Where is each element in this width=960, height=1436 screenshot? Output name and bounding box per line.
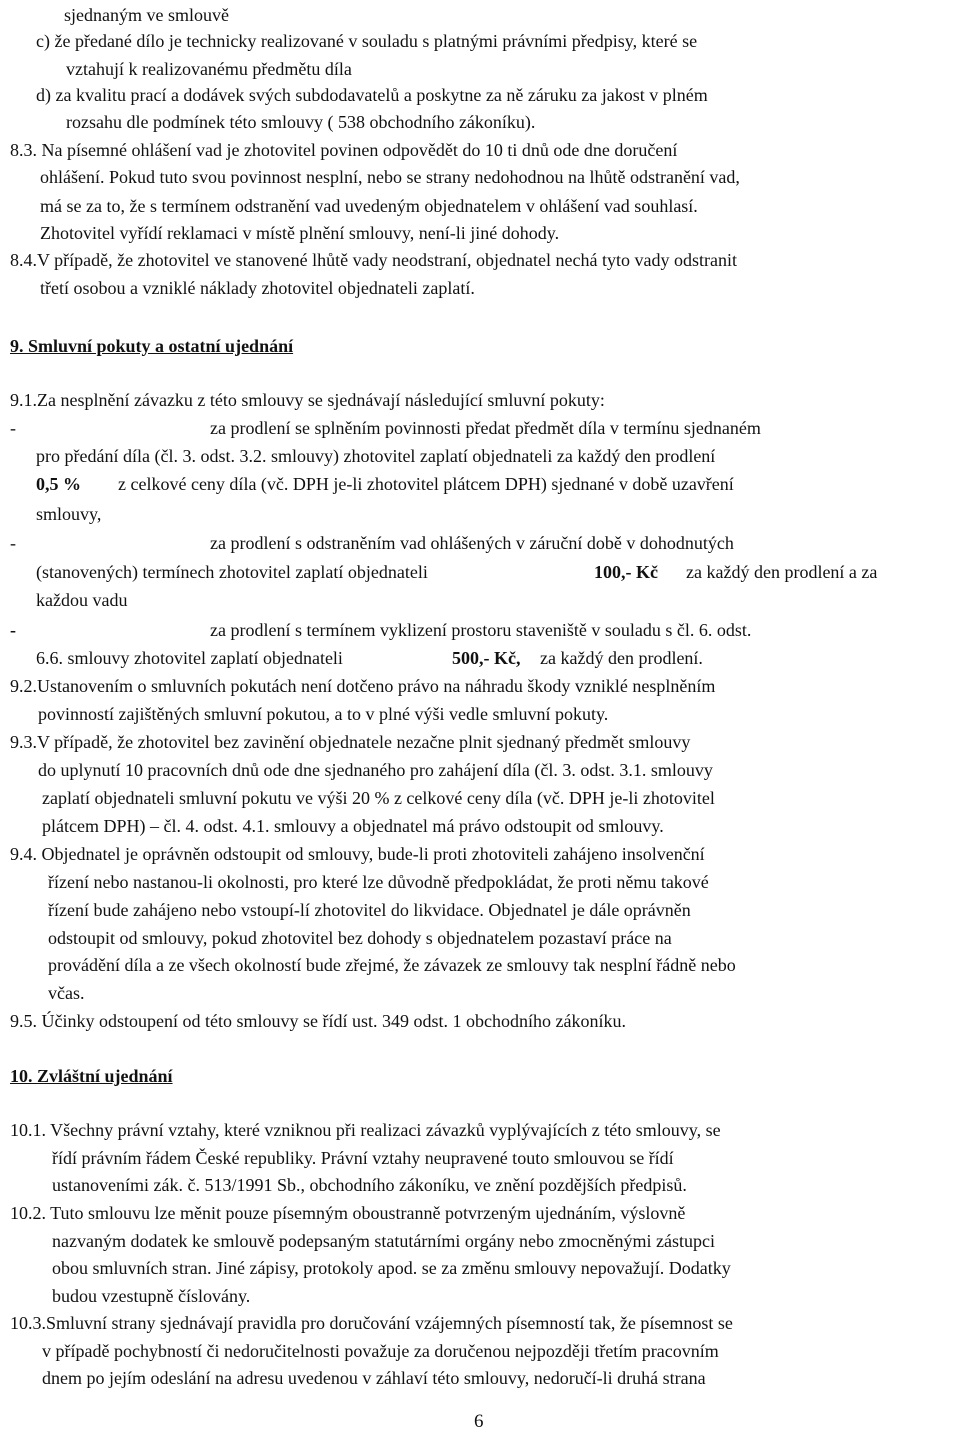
text-line: ustanoveními zák. č. 513/1991 Sb., obchodního zákoníku, ve znění pozdějších předpisů. <box>52 1175 687 1195</box>
text-line: ohlášení. Pokud tuto svou povinnost nesplní, nebo se strany nedohodnou na lhůtě odstranění vad, <box>40 167 740 187</box>
text-line: vztahují k realizovanému předmětu díla <box>66 59 352 79</box>
text-line: dnem po jejím odeslání na adresu uvedenou v záhlaví této smlouvy, nedoručí-li druhá strana <box>42 1368 706 1388</box>
text-line: za každý den prodlení a za <box>686 562 878 582</box>
penalty-amount-500: 500,- Kč, <box>452 648 521 668</box>
text-line: povinností zajištěných smluvní pokutou, a to v plné výši vedle smluvní pokuty. <box>38 704 609 724</box>
text-line: smlouvy, <box>36 504 102 524</box>
text-line: za prodlení se splněním povinnosti předat předmět díla v termínu sjednaném <box>210 418 761 438</box>
text-line: rozsahu dle podmínek této smlouvy ( 538 obchodního zákoníku). <box>66 112 536 132</box>
text-line: plátcem DPH) – čl. 4. odst. 4.1. smlouvy a objednatel má právo odstoupit od smlouvy. <box>42 816 664 836</box>
clause-9-1: 9.1.Za nesplnění závazku z této smlouvy se sjednávají následující smluvní pokuty: <box>10 390 605 410</box>
penalty-rate: 0,5 % <box>36 474 81 494</box>
text-line: za prodlení s termínem vyklizení prostoru staveniště v souladu s čl. 6. odst. <box>210 620 752 640</box>
list-item-c: c) že předané dílo je technicky realizované v souladu s platnými právními předpisy, které se <box>36 31 698 51</box>
section-heading-10: 10. Zvláštní ujednání <box>10 1066 173 1086</box>
clause-9-4: 9.4. Objednatel je oprávněn odstoupit od smlouvy, bude-li proti zhotoviteli zahájeno insolvenční <box>10 844 705 864</box>
clause-10-1: 10.1. Všechny právní vztahy, které vzniknou při realizaci závazků vyplývajících z této smlouvy, se <box>10 1120 721 1140</box>
page-number: 6 <box>474 1411 484 1432</box>
text-line: (stanovených) termínech zhotovitel zaplatí objednateli <box>36 562 428 582</box>
penalty-amount-100: 100,- Kč <box>594 562 658 582</box>
text-line: každou vadu <box>36 590 128 610</box>
text-line: třetí osobou a vzniklé náklady zhotovitel objednateli zaplatí. <box>40 278 475 298</box>
text-line: do uplynutí 10 pracovních dnů ode dne sjednaného pro zahájení díla (čl. 3. odst. 3.1. smlouvy <box>38 760 713 780</box>
clause-9-2: 9.2.Ustanovením o smluvních pokutách není dotčeno právo na náhradu škody vzniklé nesplněním <box>10 676 716 696</box>
text-line: odstoupit od smlouvy, pokud zhotovitel bez dohody s objednatelem pozastaví práce na <box>48 928 672 948</box>
text-line: za prodlení s odstraněním vad ohlášených v záruční době v dohodnutých <box>210 533 734 553</box>
clause-8-3: 8.3. Na písemné ohlášení vad je zhotovitel povinen odpovědět do 10 ti dnů ode dne doručení <box>10 140 678 160</box>
text-line: v případě pochybností či nedoručitelnosti považuje za doručenou nejpozději třetím pracovním <box>42 1341 719 1361</box>
text-line: včas. <box>48 983 85 1003</box>
clause-9-3: 9.3.V případě, že zhotovitel bez zavinění objednatele nezačne plnit sjednaný předmět smlouvy <box>10 732 691 752</box>
text-line: řízení nebo nastanou-li okolnosti, pro které lze důvodně předpokládat, že proti němu takové <box>48 872 709 892</box>
clause-10-3: 10.3.Smluvní strany sjednávají pravidla pro doručování vzájemných písemností tak, že písemnost se <box>10 1313 733 1333</box>
text-line: Zhotovitel vyřídí reklamaci v místě plnění smlouvy, není-li jiné dohody. <box>40 223 560 243</box>
text-line: má se za to, že s termínem odstranění vad uvedeným objednatelem v ohlášení vad souhlasí. <box>40 196 698 216</box>
clause-8-4: 8.4.V případě, že zhotovitel ve stanovené lhůtě vady neodstraní, objednatel nechá tyto vady odstranit <box>10 250 737 270</box>
list-dash: - <box>10 533 16 553</box>
text-line: sjednaným ve smlouvě <box>64 5 229 25</box>
list-dash: - <box>10 418 16 438</box>
text-line: z celkové ceny díla (vč. DPH je-li zhotovitel plátcem DPH) sjednané v době uzavření <box>118 474 734 494</box>
section-heading-9: 9. Smluvní pokuty a ostatní ujednání <box>10 336 294 356</box>
clause-10-2: 10.2. Tuto smlouvu lze měnit pouze písemným oboustranně potvrzeným ujednáním, výslovně <box>10 1203 686 1223</box>
list-dash: - <box>10 620 16 640</box>
text-line: řízení bude zahájeno nebo vstoupí-lí zhotovitel do likvidace. Objednatel je dále oprávněn <box>48 900 691 920</box>
text-line: nazvaným dodatek ke smlouvě podepsaným statutárními orgány nebo zmocněnými zástupci <box>52 1231 715 1251</box>
text-line: obou smluvních stran. Jiné zápisy, protokoly apod. se za změnu smlouvy nepovažují. Dodatky <box>52 1258 731 1278</box>
clause-9-5: 9.5. Účinky odstoupení od této smlouvy se řídí ust. 349 odst. 1 obchodního zákoníku. <box>10 1011 626 1031</box>
text-line: pro předání díla (čl. 3. odst. 3.2. smlouvy) zhotovitel zaplatí objednateli za každý den prodlení <box>36 446 716 466</box>
text-line: 6.6. smlouvy zhotovitel zaplatí objednateli <box>36 648 343 668</box>
text-line: za každý den prodlení. <box>540 648 703 668</box>
list-item-d: d) za kvalitu prací a dodávek svých subdodavatelů a poskytne za ně záruku za jakost v plném <box>36 85 708 105</box>
text-line: budou vzestupně číslovány. <box>52 1286 251 1306</box>
text-line: zaplatí objednateli smluvní pokutu ve výši 20 % z celkové ceny díla (vč. DPH je-li zhotovitel <box>42 788 715 808</box>
text-line: řídí právním řádem České republiky. Právní vztahy neupravené touto smlouvou se řídí <box>52 1148 674 1168</box>
text-line: provádění díla a ze všech okolností bude zřejmé, že závazek ze smlouvy tak nesplní řádně nebo <box>48 955 736 975</box>
